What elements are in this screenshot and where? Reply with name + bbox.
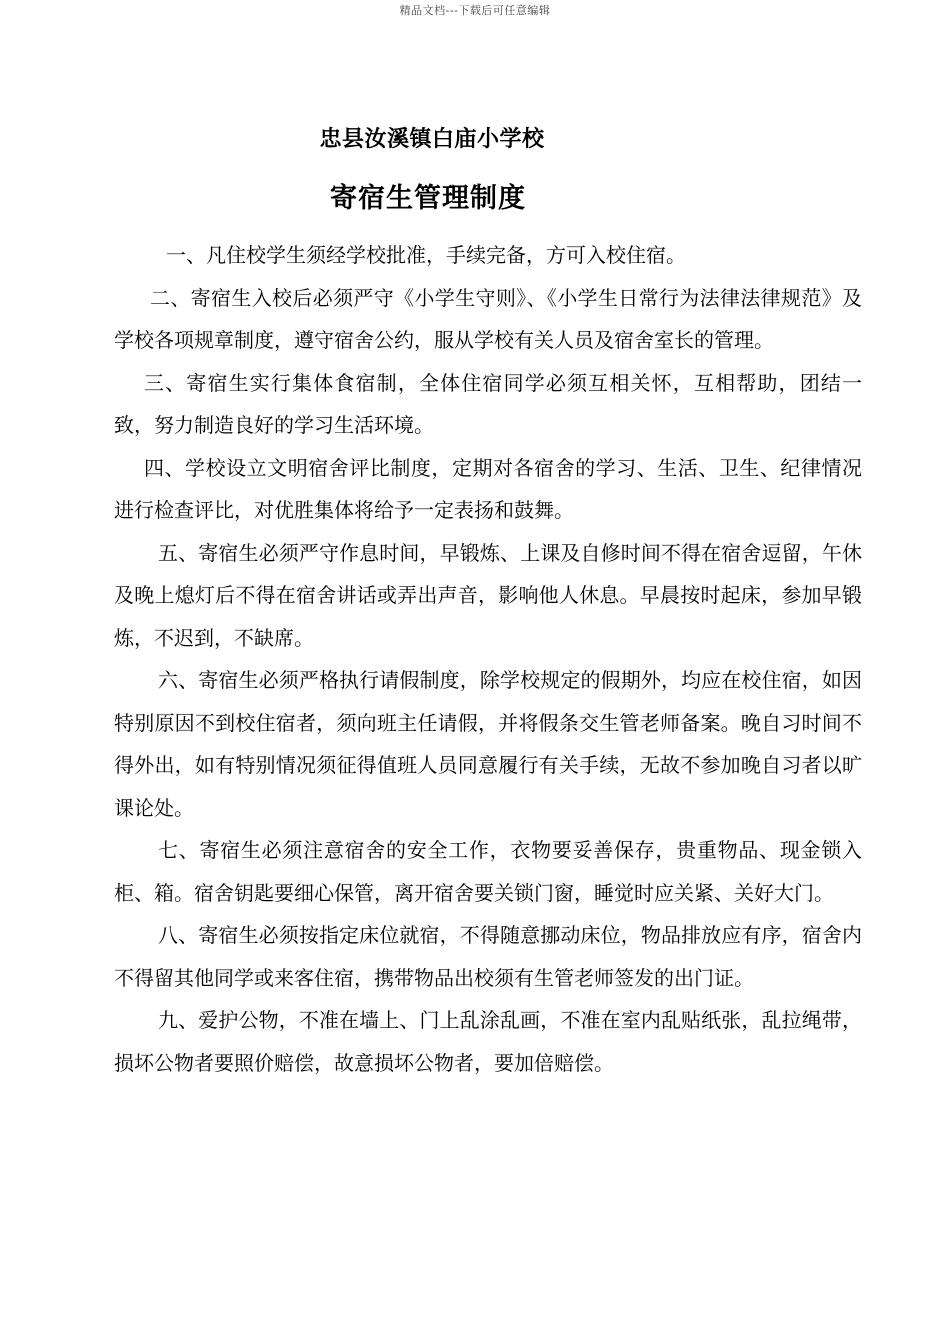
rule-paragraph-3: 三、寄宿生实行集体食宿制，全体住宿同学必须互相关怀，互相帮助，团结一致，努力制造良好的学习生活环境。 [114,370,862,437]
school-name-heading: 忠县汝溪镇白庙小学校 [319,127,545,152]
rule-paragraph-1: 一、凡住校学生须经学校批准，手续完备，方可入校住宿。 [166,243,686,267]
rule-paragraph-9: 九、爱护公物，不准在墙上、门上乱涂乱画，不准在室内乱贴纸张，乱拉绳带，损坏公物者要照价赔偿，故意损坏公物者，要加倍赔偿。 [114,1008,862,1075]
page-header-watermark: 精品文档---下载后可任意编辑 [399,4,551,17]
document-title: 寄宿生管理制度 [330,183,526,214]
rule-paragraph-8: 八、寄宿生必须按指定床位就宿，不得随意挪动床位，物品排放应有序，宿舍内不得留其他同学或来客住宿，携带物品出校须有生管老师签发的出门证。 [114,923,862,990]
rule-paragraph-7: 七、寄宿生必须注意宿舍的安全工作，衣物要妥善保存，贵重物品、现金锁入柜、箱。宿舍钥匙要细心保管，离开宿舍要关锁门窗，睡觉时应关紧、关好大门。 [114,838,862,905]
rule-paragraph-5: 五、寄宿生必须严守作息时间，早锻炼、上课及自修时间不得在宿舍逗留，午休及晚上熄灯后不得在宿舍讲话或弄出声音，影响他人休息。早晨按时起床，参加早锻炼，不迟到，不缺席。 [114,540,862,650]
rule-paragraph-6: 六、寄宿生必须严格执行请假制度，除学校规定的假期外，均应在校住宿，如因特别原因不到校住宿者，须向班主任请假，并将假条交生管老师备案。晚自习时间不得外出，如有特别情况须征得值班人员同意履行有关手续，无故不参加晚自习者以旷课论处。 [114,668,862,820]
rule-paragraph-2: 二、寄宿生入校后必须严守《小学生守则》、《小学生日常行为法律法律规范》及学校各项规章制度，遵守宿舍公约，服从学校有关人员及宿舍室长的管理。 [114,285,862,352]
document-body [114,234,862,1084]
rule-paragraph-4: 四、学校设立文明宿舍评比制度，定期对各宿舍的学习、生活、卫生、纪律情况进行检查评比，对优胜集体将给予一定表扬和鼓舞。 [114,455,862,522]
